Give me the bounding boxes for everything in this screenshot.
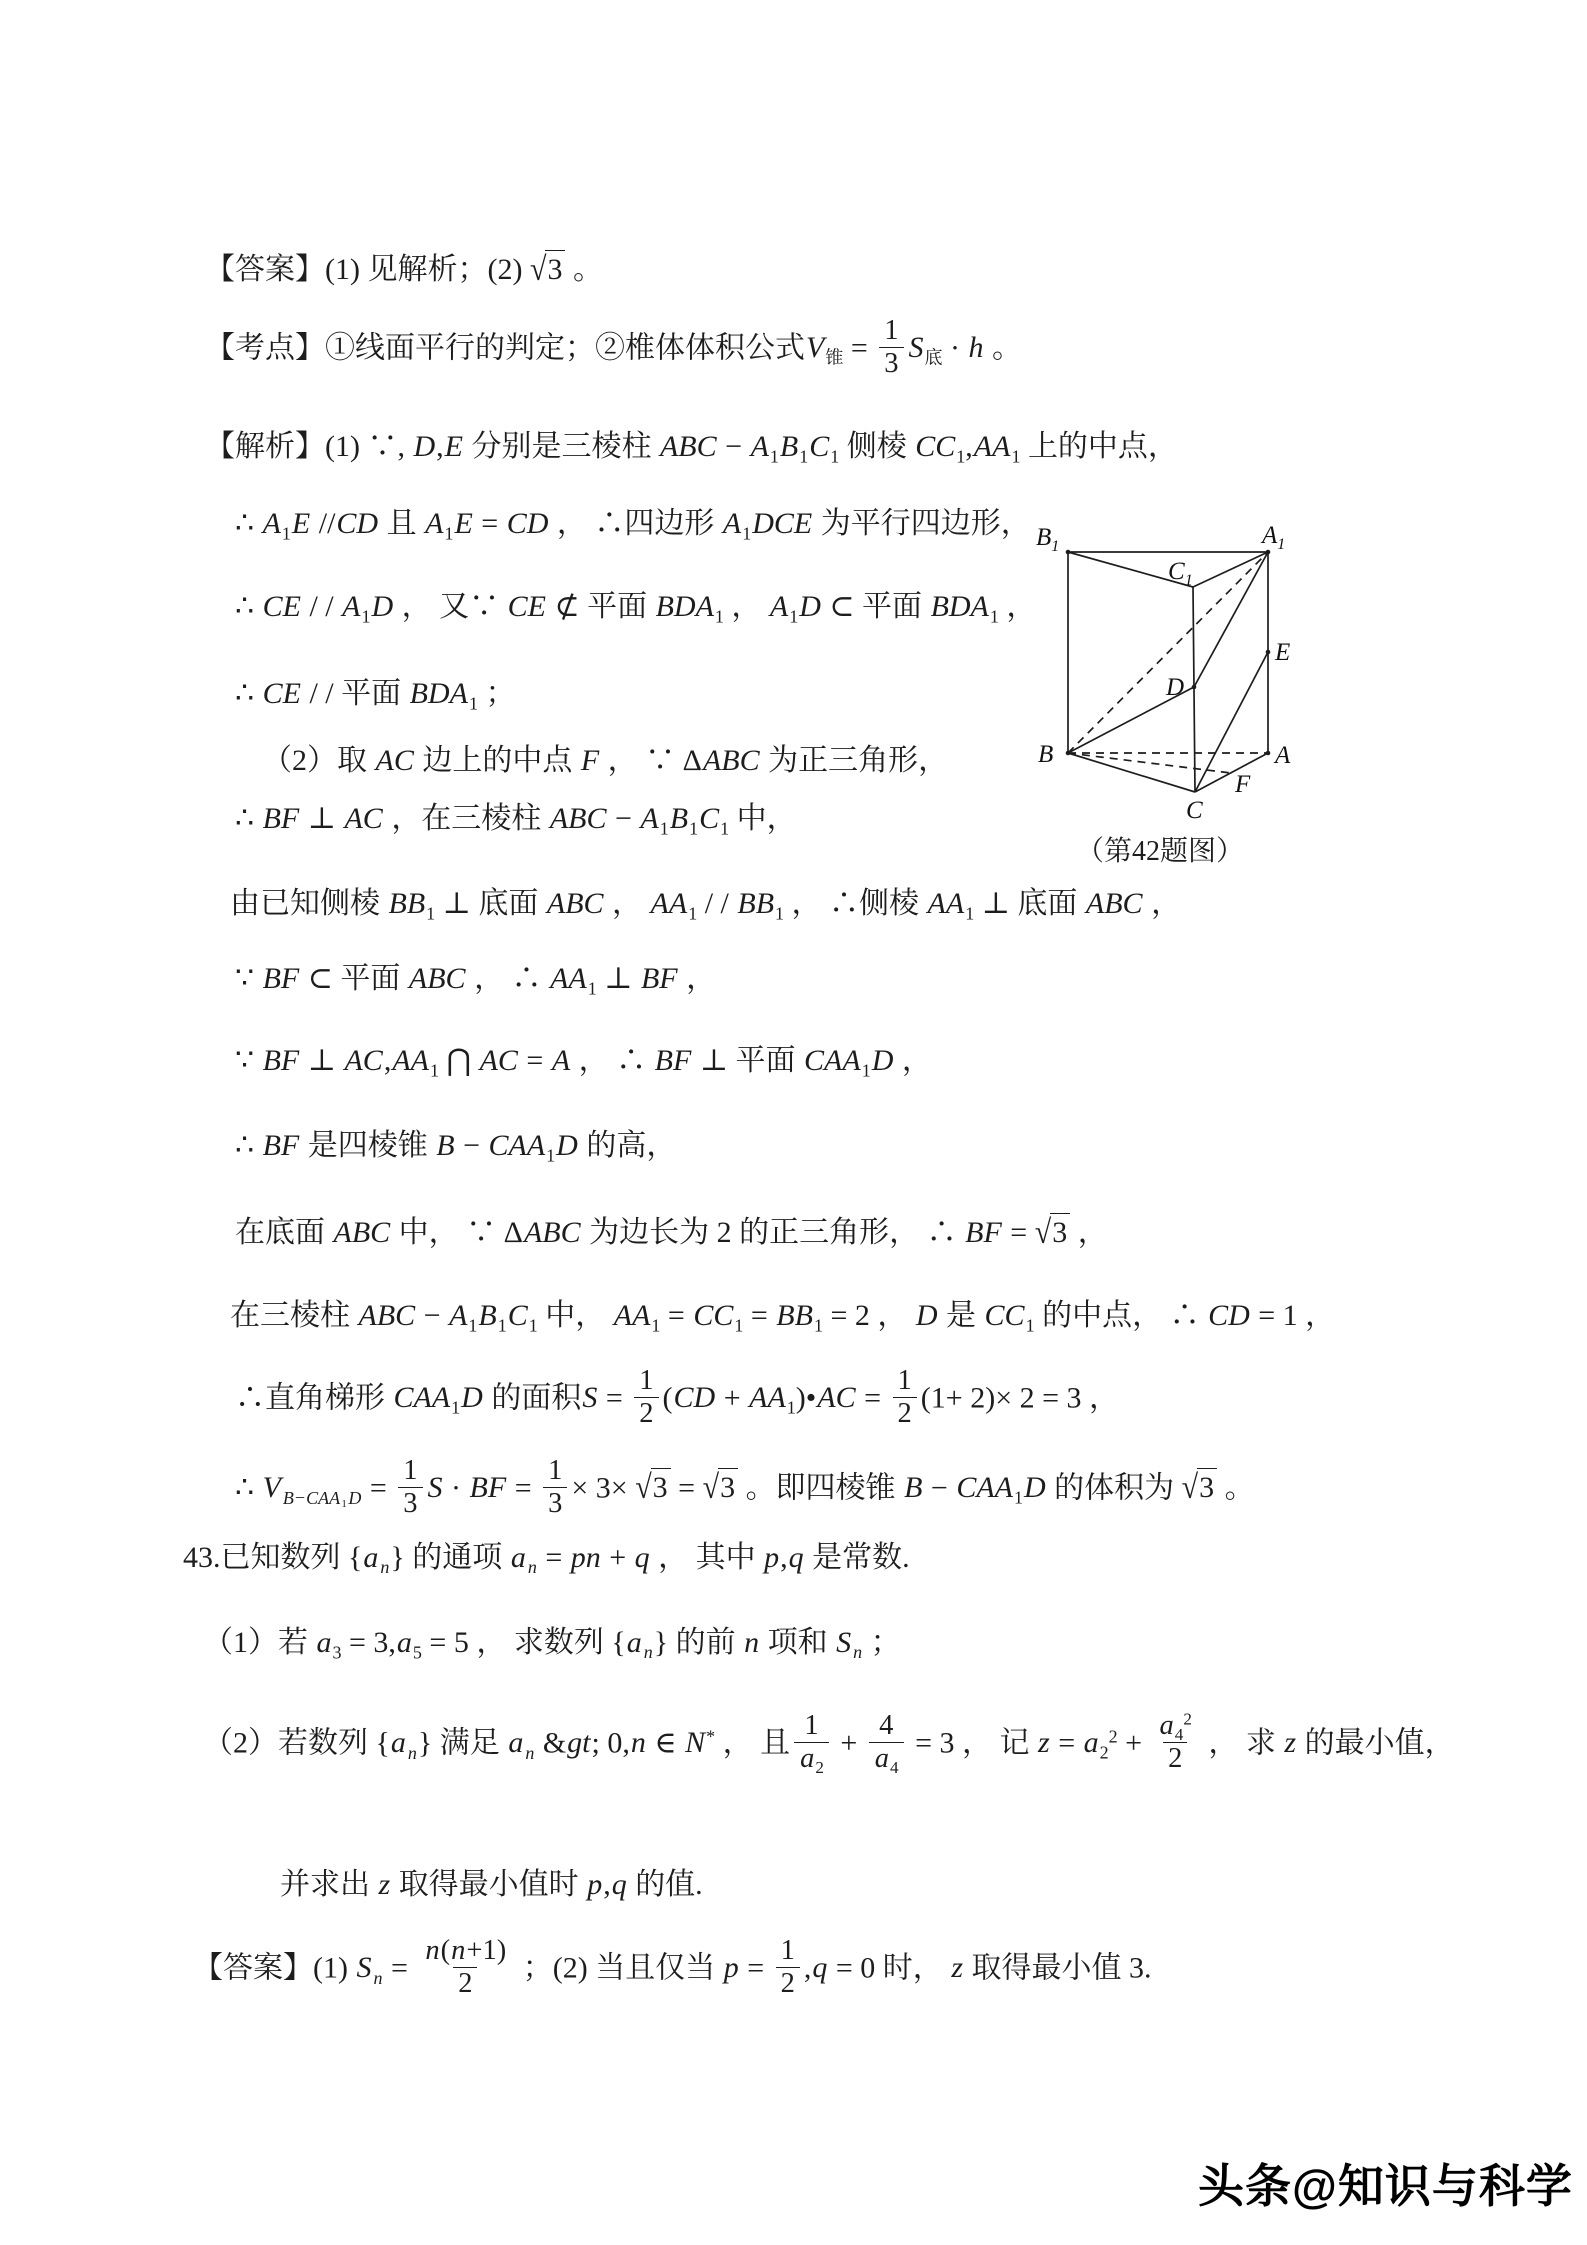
watermark-text: 头条@知识与科学 bbox=[1198, 2160, 1573, 2212]
line-analysis-8: ∵ BF ⊂ 平面 ABC ， ∴ $AA_1$ ⊥ BF ， bbox=[235, 962, 717, 999]
vertex-dot-B bbox=[1066, 751, 1071, 756]
line-analysis-7: 由已知侧棱 $BB_1$ ⊥ 底面 ABC ， $AA_1$ / / $BB_1$ ， ∴侧棱 $AA_1$ ⊥ 底面 ABC ， bbox=[230, 887, 1182, 924]
figure-label-F: F bbox=[1235, 771, 1251, 798]
line-q43-part2: （2）若数列 {a $_n$} 满足 a $_n$ &gt; 0,n ∈ N* ， 且 $\frac{1}{a_2}$ + $\frac{4}{a_4}$ = 3 ， 记 $z = a_2^2$ + $\frac{a_4^2}{2}$ ， 求 z 的最小值， bbox=[203, 1709, 1455, 1777]
figure-label-E: E bbox=[1275, 639, 1291, 666]
line-analysis-3: ∴ CE / / $A_1D$ ， 又∵ CE ⊄ 平面 $BDA_1$ ， $A_1D$ ⊂ 平面 $BDA_1$ ， bbox=[235, 590, 1037, 627]
figure-label-A: A bbox=[1275, 742, 1291, 769]
figure-caption: （第42题图） bbox=[1075, 836, 1244, 867]
edge-C1C bbox=[1193, 587, 1195, 792]
figure-label-A1: $A_1$ bbox=[1262, 522, 1286, 553]
edge-BC bbox=[1068, 753, 1195, 792]
prism-figure bbox=[1020, 515, 1300, 869]
line-analysis-13: ∴直角梯形 $CAA_1D$ 的面积S = $\frac{1}{2}$ $(CD + AA_1)•AC$ = $\frac{1}{2}$ (1+ 2)× 2 = 3 ， bbox=[235, 1365, 1120, 1429]
line-analysis-1: 【解析】(1) ∵, D,E 分别是三棱柱 ABC − $A_1B_1C_1$ 侧棱 $CC_1,AA_1$ 上的中点， bbox=[205, 430, 1178, 467]
line-analysis-6: ∴ BF ⊥ AC ，在三棱柱 ABC − $A_1B_1C_1$ 中， bbox=[235, 802, 797, 839]
line-analysis-2: ∴ $A_1E$ //CD 且 $A_1E$ = CD ， ∴四边形 $A_1DCE$ 为平行四边形， bbox=[235, 507, 1031, 544]
line-analysis-11: 在底面 ABC 中， ∵ ΔABC 为边长为 2 的正三角形， ∴ BF = √3 ， bbox=[235, 1213, 1108, 1251]
line-q43-part1: （1）若 $a_3 = 3,a_5 = 5$ ， 求数列 {a $_n$} 的前 n 项和 S $_n$ ； bbox=[203, 1626, 901, 1663]
vertex-dot-D bbox=[1192, 685, 1197, 690]
line-question-43: 43.已知数列 {a $_n$} 的通项 a $_n$ = pn + q ， 其中 p,q 是常数. bbox=[183, 1541, 910, 1578]
figure-label-D: D bbox=[1166, 674, 1185, 701]
line-analysis-9: ∵ BF ⊥ $AC,AA_1$ ⋂ AC = A ， ∴ BF ⊥ 平面 $CAA_1D$ ， bbox=[235, 1044, 932, 1081]
figure-label-B1: $B_1$ bbox=[1036, 524, 1060, 555]
figure-label-C: C bbox=[1186, 797, 1203, 824]
edge-C1A1 bbox=[1193, 552, 1268, 587]
vertex-dot-B1 bbox=[1066, 550, 1071, 555]
line-analysis-4: ∴ CE / / 平面 $BDA_1$ ； bbox=[235, 677, 516, 714]
line-answer-43: 【答案】(1) S $_n$ = $\frac{n(n+1)}{2}$ ；(2) 当且仅当 p = $\frac{1}{2}$ ,q = 0 时， z 取得最小值 3. bbox=[193, 1935, 1152, 1999]
line-keypoints-42: 【考点】①线面平行的判定；②椎体体积公式$V_锥$ = $\frac{1}{3}$ $S_底 \cdot h$ 。 bbox=[205, 315, 1022, 379]
prism-drawing bbox=[1020, 515, 1300, 825]
figure-label-C1: $C_1$ bbox=[1168, 558, 1193, 589]
vertex-dot-A bbox=[1266, 751, 1271, 756]
line-analysis-12: 在三棱柱 ABC − $A_1B_1C_1$ 中， $AA_1 = CC_1 = BB_1 = 2$ ， D 是 $CC_1$ 的中点， ∴ CD = 1 ， bbox=[230, 1299, 1336, 1336]
vertex-dot-A1 bbox=[1266, 550, 1271, 555]
line-answer-42: 【答案】(1) 见解析；(2) √3 。 bbox=[205, 250, 603, 288]
vertex-dot-E bbox=[1266, 650, 1271, 655]
line-analysis-10: ∴ BF 是四棱锥 $B - CAA_1D$ 的高， bbox=[235, 1129, 677, 1166]
figure-label-B: B bbox=[1038, 741, 1054, 768]
line-analysis-5: （2）取 AC 边上的中点 F ， ∵ ΔABC 为正三角形， bbox=[262, 744, 949, 777]
segment-CE bbox=[1195, 652, 1268, 792]
line-analysis-14: ∴ V $_{B-CAA_1D}$ = $\frac{1}{3}$ S · BF = $\frac{1}{3}$ × 3× √3 = √3 。即四棱锥 $B - CAA_1D$ 的体积为 √3 。 bbox=[235, 1455, 1255, 1519]
segment-DA1 bbox=[1194, 552, 1268, 687]
line-q43-part2b: 并求出 z 取得最小值时 p,q 的值. bbox=[280, 1868, 703, 1901]
